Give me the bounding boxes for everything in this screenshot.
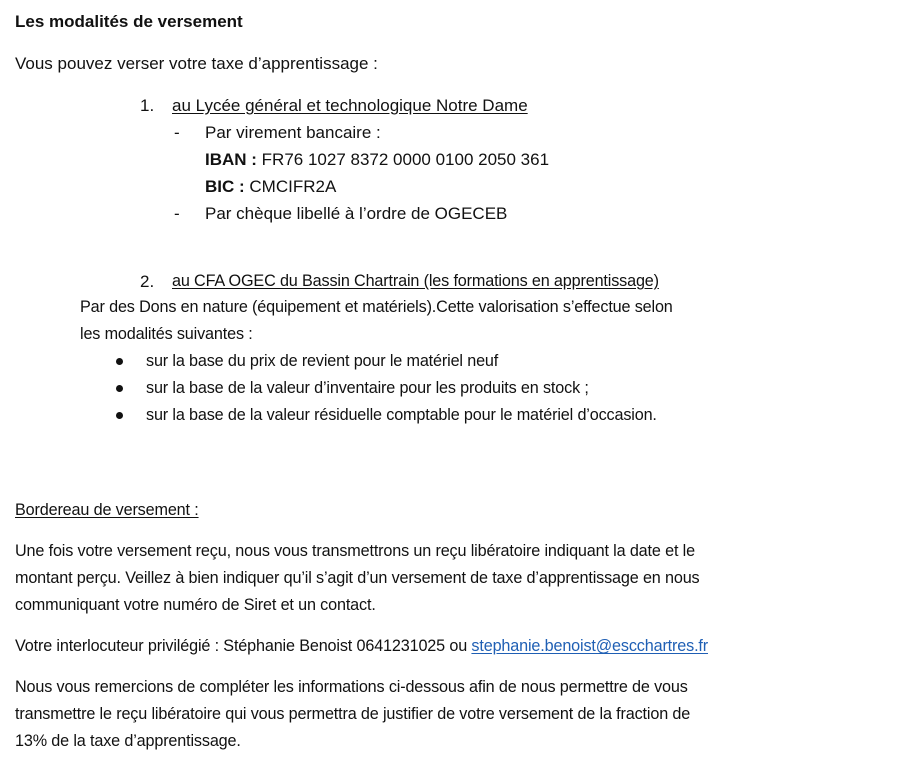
- paragraph-line: montant perçu. Veillez à bien indiquer qu’il s’agit d’un versement de taxe d’apprentissage en nous: [15, 569, 700, 587]
- dash-marker: -: [174, 204, 180, 223]
- dash-marker: -: [174, 123, 180, 142]
- transfer-method: Par virement bancaire :: [205, 123, 381, 142]
- option-1-heading: au Lycée général et technologique Notre Dame: [172, 96, 528, 115]
- contact-text: Votre interlocuteur privilégié : Stéphanie Benoist 0641231025 ou: [15, 637, 472, 655]
- contact-line: [15, 637, 708, 656]
- bullet-icon: [116, 385, 123, 392]
- section-title: Les modalités de versement: [15, 12, 243, 31]
- donation-line-1: Par des Dons en nature (équipement et matériels).Cette valorisation s’effectue selon: [80, 298, 673, 316]
- paragraph-line: communiquant votre numéro de Siret et un contact.: [15, 596, 376, 614]
- paragraph-line: Une fois votre versement reçu, nous vous transmettrons un reçu libératoire indiquant la date et le: [15, 542, 695, 560]
- bic-label: BIC :: [205, 177, 245, 196]
- bic-line: [205, 177, 336, 197]
- iban-value: FR76 1027 8372 0000 0100 2050 361: [256, 150, 550, 169]
- bullet-item: sur la base de la valeur résiduelle comptable pour le matériel d’occasion.: [146, 406, 657, 424]
- bullet-item: sur la base du prix de revient pour le matériel neuf: [146, 352, 499, 370]
- paragraph-line: 13% de la taxe d’apprentissage.: [15, 732, 241, 750]
- paragraph-line: transmettre le reçu libératoire qui vous permettra de justifier de votre versement de la fraction de: [15, 705, 691, 723]
- bordereau-heading: Bordereau de versement :: [15, 501, 199, 519]
- option-1-number: 1.: [140, 96, 155, 115]
- iban-label: IBAN :: [205, 150, 257, 169]
- option-2-number: 2.: [140, 272, 155, 291]
- bullet-icon: [116, 358, 123, 365]
- option-2-heading: au CFA OGEC du Bassin Chartrain (les formations en apprentissage): [172, 272, 659, 290]
- contact-email-link[interactable]: stephanie.benoist@escchartres.fr: [471, 637, 709, 655]
- bullet-icon: [116, 412, 123, 419]
- cheque-method: Par chèque libellé à l’ordre de OGECEB: [205, 204, 508, 223]
- paragraph-line: Nous vous remercions de compléter les informations ci-dessous afin de nous permettre de vous: [15, 678, 688, 696]
- intro-text: Vous pouvez verser votre taxe d’apprentissage :: [15, 54, 378, 73]
- iban-line: [205, 150, 549, 170]
- bic-value: CMCIFR2A: [244, 177, 337, 196]
- bullet-item: sur la base de la valeur d’inventaire pour les produits en stock ;: [146, 379, 589, 397]
- donation-line-2: les modalités suivantes :: [80, 325, 253, 343]
